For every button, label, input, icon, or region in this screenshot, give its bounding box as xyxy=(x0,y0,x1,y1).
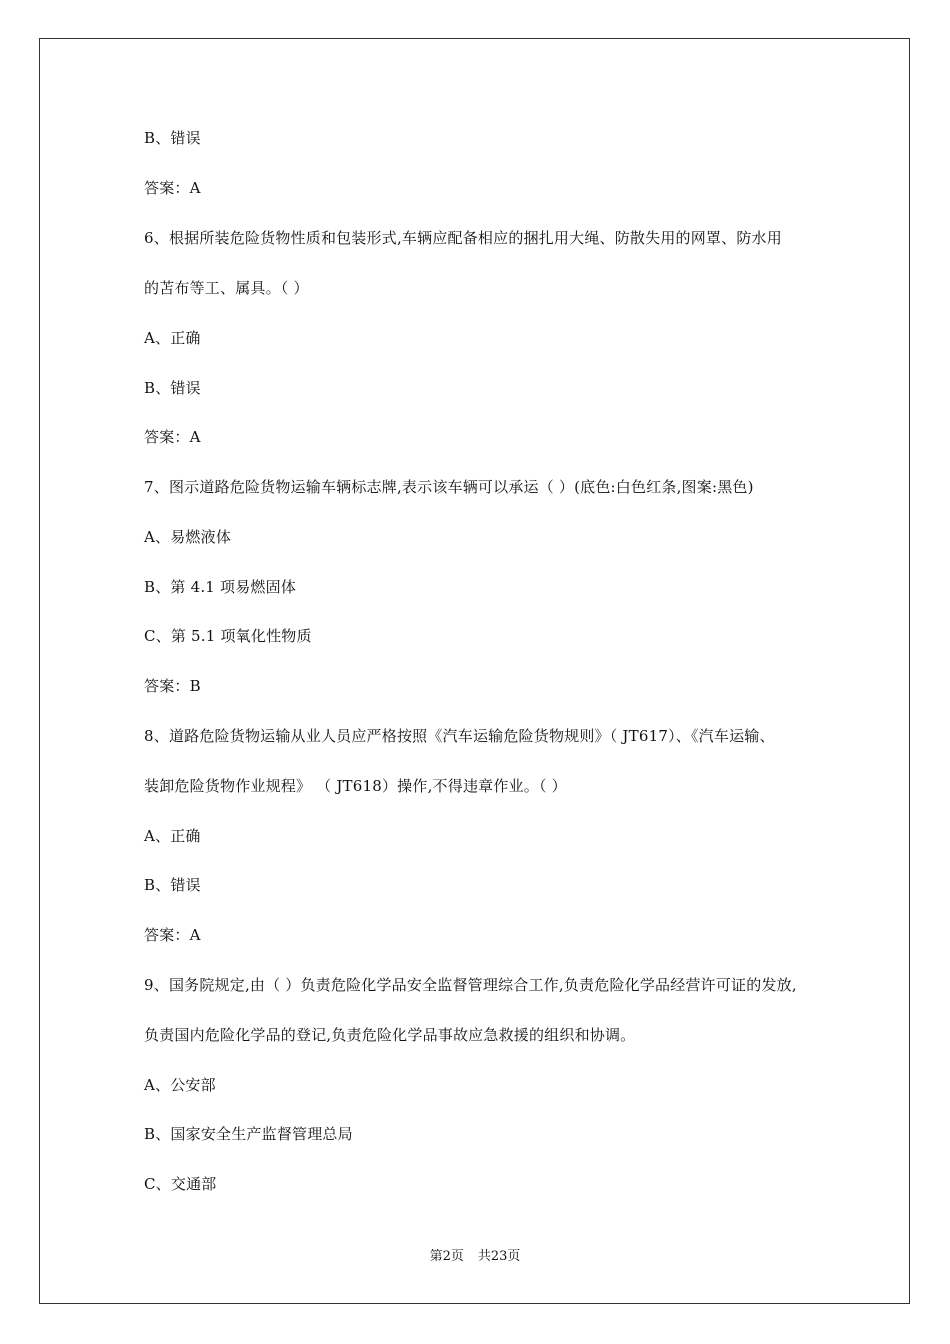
answer-6: 答案：A xyxy=(144,428,201,446)
option-7b: B、第 4.1 项易燃固体 xyxy=(144,578,297,596)
page-footer xyxy=(0,1248,950,1266)
option-9c: C、交通部 xyxy=(144,1175,217,1193)
option-7c: C、第 5.1 项氧化性物质 xyxy=(144,627,312,645)
question-7: 7、图示道路危险货物运输车辆标志牌,表示该车辆可以承运（ ）(底色:白色红条,图案:黑色) xyxy=(144,478,754,496)
answer-5: 答案：A xyxy=(144,179,201,197)
option-9b: B、国家安全生产监督管理总局 xyxy=(144,1125,353,1143)
option-5b: B、错误 xyxy=(144,129,201,147)
answer-7: 答案：B xyxy=(144,677,201,695)
option-6b: B、错误 xyxy=(144,379,201,397)
question-6-line-2: 的苫布等工、属具。（ ） xyxy=(144,279,309,297)
option-6a: A、正确 xyxy=(144,329,201,347)
option-8a: A、正确 xyxy=(144,827,201,845)
answer-8: 答案：A xyxy=(144,926,201,944)
page-total: 共23页 xyxy=(477,1249,521,1264)
question-8-line-2: 装卸危险货物作业规程》 （ JT618）操作,不得违章作业。（ ） xyxy=(144,777,567,795)
option-8b: B、错误 xyxy=(144,876,201,894)
page-number: 第2页 xyxy=(429,1249,464,1264)
option-9a: A、公安部 xyxy=(144,1076,216,1094)
question-6-line-1: 6、根据所装危险货物性质和包装形式,车辆应配备相应的捆扎用大绳、防散失用的网罩、防水用 xyxy=(144,229,782,247)
question-8-line-1: 8、道路危险货物运输从业人员应严格按照《汽车运输危险货物规则》（ JT617）、《汽车运输、 xyxy=(144,727,775,745)
question-9-line-2: 负责国内危险化学品的登记,负责危险化学品事故应急救援的组织和协调。 xyxy=(144,1026,636,1044)
question-9-line-1: 9、国务院规定,由（ ）负责危险化学品安全监督管理综合工作,负责危险化学品经营许可证的发放, xyxy=(144,976,797,994)
option-7a: A、易燃液体 xyxy=(144,528,232,546)
